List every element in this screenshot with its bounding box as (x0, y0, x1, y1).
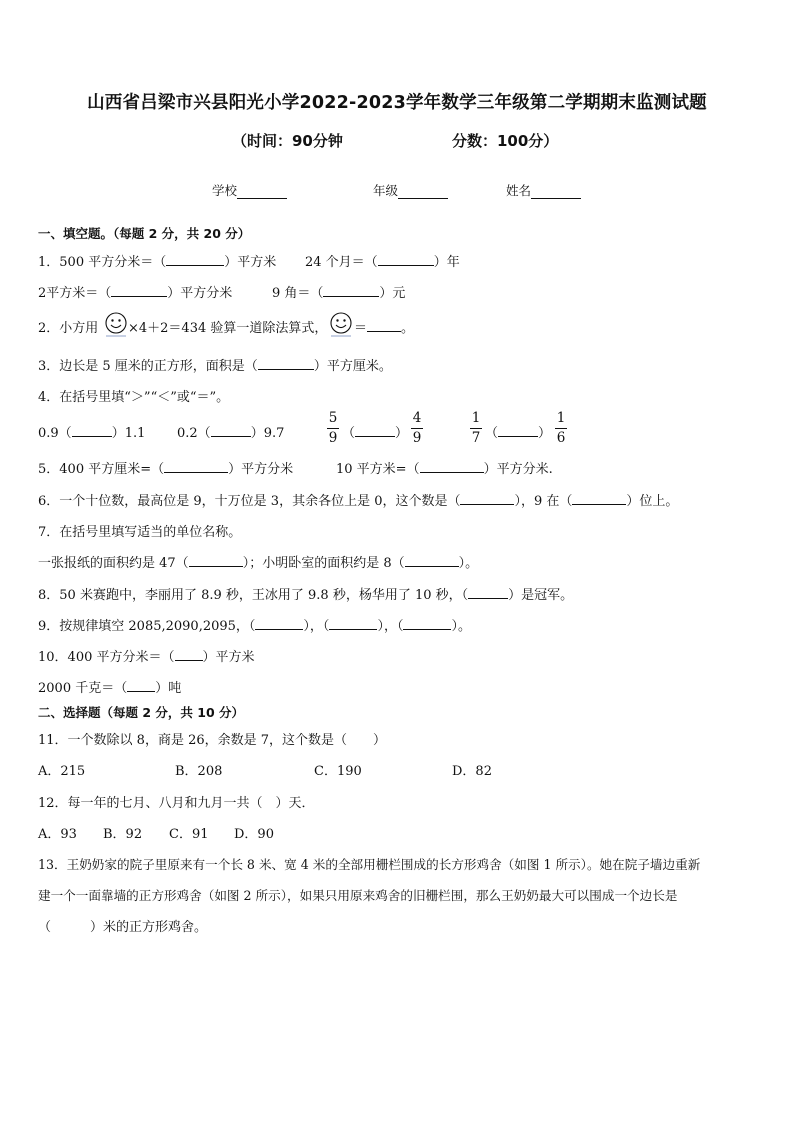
answer-blank (468, 586, 508, 599)
question-10a (38, 646, 255, 665)
question-7: 7．在括号里填写适当的单位名称。 (38, 525, 242, 540)
question-1d (272, 282, 405, 301)
question-13-line3: （ ）米的正方形鸡舍。 (38, 920, 208, 935)
option-11-a: A．215 (38, 764, 86, 779)
q1b-unit: ）年 (433, 255, 460, 270)
q7b-end: ）。 (458, 556, 479, 571)
answer-blank (323, 284, 379, 297)
question-13-line2: 建一个一面靠墙的正方形鸡舍（如图 2 所示），如果只用原来鸡舍的旧栅栏围，那么王奶奶最大可以围成一个边长是 (38, 888, 678, 903)
q5a-text: 5．400 平方厘米=（ (38, 462, 165, 477)
q7a-mid: ）；小明卧室的面积约是 8（ (242, 556, 405, 571)
answer-blank (72, 424, 112, 437)
question-6 (38, 490, 678, 509)
grade-label: 年级 (373, 183, 399, 198)
grade-field (373, 181, 448, 199)
question-8 (38, 584, 573, 603)
q1b-text: 24 个月＝（ (305, 255, 378, 270)
answer-blank (403, 617, 451, 630)
q4a-text: 0.9（ (38, 426, 72, 441)
answer-blank (164, 460, 228, 473)
answer-blank (189, 554, 243, 567)
answer-blank (378, 253, 434, 266)
option-11-b: B．208 (175, 764, 223, 779)
option-11-c: C．190 (314, 764, 362, 779)
q9-sep: ），（ (303, 619, 330, 634)
question-5b (336, 458, 553, 477)
q6-end: ）位上。 (626, 494, 679, 509)
q10b-text: 2000 千克＝（ (38, 681, 128, 696)
equals-sign: ＝ (354, 321, 368, 336)
denominator: 9 (328, 430, 338, 446)
denominator: 9 (412, 430, 422, 446)
question-7a (38, 552, 478, 571)
exam-time: （时间：90分钟 (232, 132, 343, 150)
q5a-end: ）平方分米 (228, 462, 294, 477)
q6-mid: ），9 在（ (514, 494, 573, 509)
question-5a (38, 458, 293, 477)
denominator: 6 (556, 430, 566, 446)
question-1c (38, 282, 232, 301)
paren-open: （ (485, 426, 499, 441)
option-12-a: A．93 (38, 827, 77, 842)
school-field (212, 181, 287, 199)
q8-text: 8．50 米赛跑中，李丽用了 8.9 秒，王冰用了 9.8 秒，杨华用了 10 秒，（ (38, 588, 469, 603)
name-label: 姓名 (506, 183, 532, 198)
exam-score: 分数：100分） (452, 132, 559, 150)
q1a-unit: ）平方米 (224, 255, 277, 270)
q3-end: ）平方厘米。 (313, 359, 392, 374)
name-blank (531, 185, 581, 199)
answer-blank (498, 424, 538, 437)
q9-text: 9．按规律填空 2085,2090,2095，（ (38, 619, 256, 634)
fraction-5-9 (327, 410, 339, 447)
compare-blank-4c (342, 422, 408, 441)
question-9 (38, 615, 471, 634)
answer-blank (111, 284, 167, 297)
question-11: 11．一个数除以 8，商是 26，余数是 7，这个数是（ ） (38, 733, 387, 748)
page-title: 山西省吕梁市兴县阳光小学2022-2023学年数学三年级第二学期期末监测试题 (87, 93, 707, 113)
paren-close: ） (395, 426, 409, 441)
answer-blank (175, 648, 203, 661)
answer-blank (127, 679, 155, 692)
option-12-b: B．92 (103, 827, 143, 842)
answer-blank (211, 424, 251, 437)
q1d-text: 9 角＝（ (272, 286, 324, 301)
numerator: 1 (556, 410, 566, 426)
paren-open: （ (342, 426, 356, 441)
answer-blank (258, 357, 314, 370)
q2-end: 。 (401, 321, 415, 336)
question-1a (38, 251, 276, 270)
answer-blank (329, 617, 377, 630)
answer-blank (420, 460, 484, 473)
name-field (506, 181, 581, 199)
numerator: 5 (328, 410, 338, 426)
answer-blank (405, 554, 459, 567)
smiley-face-icon (104, 311, 128, 338)
school-label: 学校 (212, 183, 238, 198)
grade-blank (398, 185, 448, 199)
question-12: 12．每一年的七月、八月和九月一共（ ）天． (38, 796, 315, 811)
answer-blank (166, 253, 224, 266)
q5b-text: 10 平方米=（ (336, 462, 420, 477)
answer-blank (367, 319, 401, 332)
denominator: 7 (471, 430, 481, 446)
q6-text: 6．一个十位数，最高位是 9，十万位是 3，其余各位上是 0，这个数是（ (38, 494, 461, 509)
q9-end: ）。 (451, 619, 471, 634)
question-1b (305, 251, 460, 270)
q1a-text: 1．500 平方分米＝（ (38, 255, 167, 270)
fraction-1-7 (470, 410, 482, 447)
answer-blank (572, 492, 626, 505)
question-4b (177, 422, 284, 441)
q4a-end: ）1.1 (111, 426, 146, 441)
q7a-text: 一张报纸的面积约是 47（ (38, 556, 189, 571)
q1d-unit: ）元 (379, 286, 406, 301)
q10a-end: ）平方米 (202, 650, 255, 665)
numerator: 4 (412, 410, 422, 426)
paren-close: ） (538, 426, 552, 441)
q10b-end: ）吨 (155, 681, 182, 696)
q1c-unit: ）平方分米 (167, 286, 233, 301)
compare-blank-4d (485, 422, 551, 441)
q2-prefix: 2．小方用 (38, 321, 99, 336)
q4b-text: 0.2（ (177, 426, 211, 441)
answer-blank (460, 492, 514, 505)
question-4: 4．在括号里填“＞”“＜”或“＝”。 (38, 390, 230, 405)
q10a-text: 10．400 平方分米＝（ (38, 650, 175, 665)
smiley-face-icon (329, 311, 353, 338)
option-11-d: D．82 (452, 764, 492, 779)
option-12-d: D．90 (234, 827, 274, 842)
section-heading-choice: 二、选择题（每题 2 分，共 10 分） (38, 705, 245, 720)
q4b-end: ）9.7 (250, 426, 285, 441)
answer-blank (255, 617, 303, 630)
question-3 (38, 355, 392, 374)
q2-answer (354, 317, 414, 336)
question-4a (38, 422, 145, 441)
fraction-1-6 (555, 410, 567, 447)
question-13-line1: 13．王奶奶家的院子里原来有一个长 8 米、宽 4 米的全部用栅栏围成的长方形鸡舍（如图 1 所示）。她在院子墙边重新 (38, 857, 701, 872)
q3-text: 3．边长是 5 厘米的正方形，面积是（ (38, 359, 258, 374)
question-10b (38, 677, 181, 696)
q9-sep: ），（ (377, 619, 404, 634)
section-heading-fill-in: 一、填空题。（每题 2 分，共 20 分） (38, 226, 251, 241)
q2-middle: ×4＋2＝434 验算一道除法算式， (128, 321, 328, 336)
school-blank (237, 185, 287, 199)
fraction-4-9 (411, 410, 423, 447)
option-12-c: C．91 (169, 827, 209, 842)
q8-end: ）是冠军。 (508, 588, 574, 603)
q1c-text: 2平方米＝（ (38, 286, 112, 301)
q5b-end: ）平方分米. (483, 462, 553, 477)
answer-blank (355, 424, 395, 437)
numerator: 1 (471, 410, 481, 426)
